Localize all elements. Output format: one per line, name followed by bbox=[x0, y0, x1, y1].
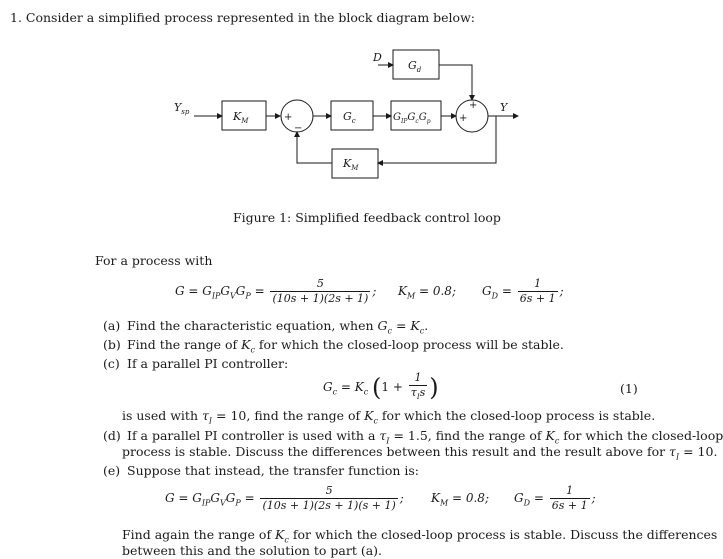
equation-number: (1) bbox=[620, 381, 638, 396]
sum2-plus-top: + bbox=[469, 100, 478, 111]
item-e: (e) Suppose that instead, the transfer function is: bbox=[103, 463, 419, 478]
eq-e-gd: $G_D$ = $\frac{1}{6s + 1}$ ; bbox=[514, 484, 596, 512]
output-label: Y bbox=[500, 101, 508, 114]
sum1-minus: − bbox=[294, 123, 303, 134]
eq1-km: $K_M = 0.8$; bbox=[398, 284, 456, 301]
gc-block-label: $G_c$ bbox=[343, 110, 356, 125]
block-diagram bbox=[0, 0, 700, 200]
item-d: (d) If a parallel PI controller is used with a $\tau_I = 1.5$, find the range of $K_c$ for which the closed-loop bbox=[103, 428, 723, 446]
eq-e-km: $K_M = 0.8$; bbox=[431, 491, 489, 508]
input-label: $Y_{sp}$ bbox=[174, 101, 190, 116]
question-header: 1. Consider a simplified process represented in the block diagram below: bbox=[10, 10, 475, 25]
figure-caption: Figure 1: Simplified feedback control loop bbox=[233, 210, 501, 225]
eq1-gd: $G_D$ = $\frac{1}{6s + 1}$ ; bbox=[482, 277, 564, 305]
sum1-plus: + bbox=[284, 112, 293, 123]
intro-text: For a process with bbox=[95, 253, 213, 268]
equation-process: $G = G_{IP}G_VG_P$ = $\frac{5}{(10s + 1)(2s + 1)}$ ; bbox=[175, 277, 377, 305]
final-line-2: between this and the solution to part (a). bbox=[122, 543, 383, 558]
item-b: (b) Find the range of $K_c$ for which the closed-loop process will be stable. bbox=[103, 337, 564, 355]
feedback-km-label: $K_M$ bbox=[343, 157, 359, 172]
final-line-1: Find again the range of $K_c$ for which the closed-loop process is stable. Discuss the differences bbox=[122, 527, 718, 545]
item-a: (a) Find the characteristic equation, when $G_c = K_c$. bbox=[103, 318, 429, 336]
equation-pi-controller: $G_c = K_c$ (1 + $\frac{1}{\tau_Is}$ ) bbox=[323, 371, 439, 402]
gc-block bbox=[331, 101, 373, 130]
item-c-after: is used with $\tau_I = 10$, find the range of $K_c$ for which the closed-loop process is stable. bbox=[122, 408, 656, 426]
eq1-fraction: $\frac{5}{(10s + 1)(2s + 1)}$ bbox=[272, 277, 369, 305]
equation-process-e: $G = G_{IP}G_VG_P$ = $\frac{5}{(10s + 1)(2s + 1)(s + 1)}$ ; bbox=[165, 484, 404, 512]
km-block-label: $K_M$ bbox=[233, 110, 249, 125]
chain-block-label: $G_{IP}G_cG_p$ bbox=[393, 112, 431, 125]
sum2-plus-left: + bbox=[459, 113, 468, 124]
item-c: (c) If a parallel PI controller: bbox=[103, 356, 289, 371]
eq1-lhs: $G = G_{IP}G_VG_P$ = bbox=[175, 284, 265, 301]
km-block bbox=[222, 101, 266, 130]
item-d-line2: process is stable. Discuss the differences between this result and the result above for $\tau_I = 10$. bbox=[122, 444, 718, 462]
disturbance-label: D bbox=[373, 51, 382, 64]
gd-block-label: $G_d$ bbox=[408, 59, 422, 74]
